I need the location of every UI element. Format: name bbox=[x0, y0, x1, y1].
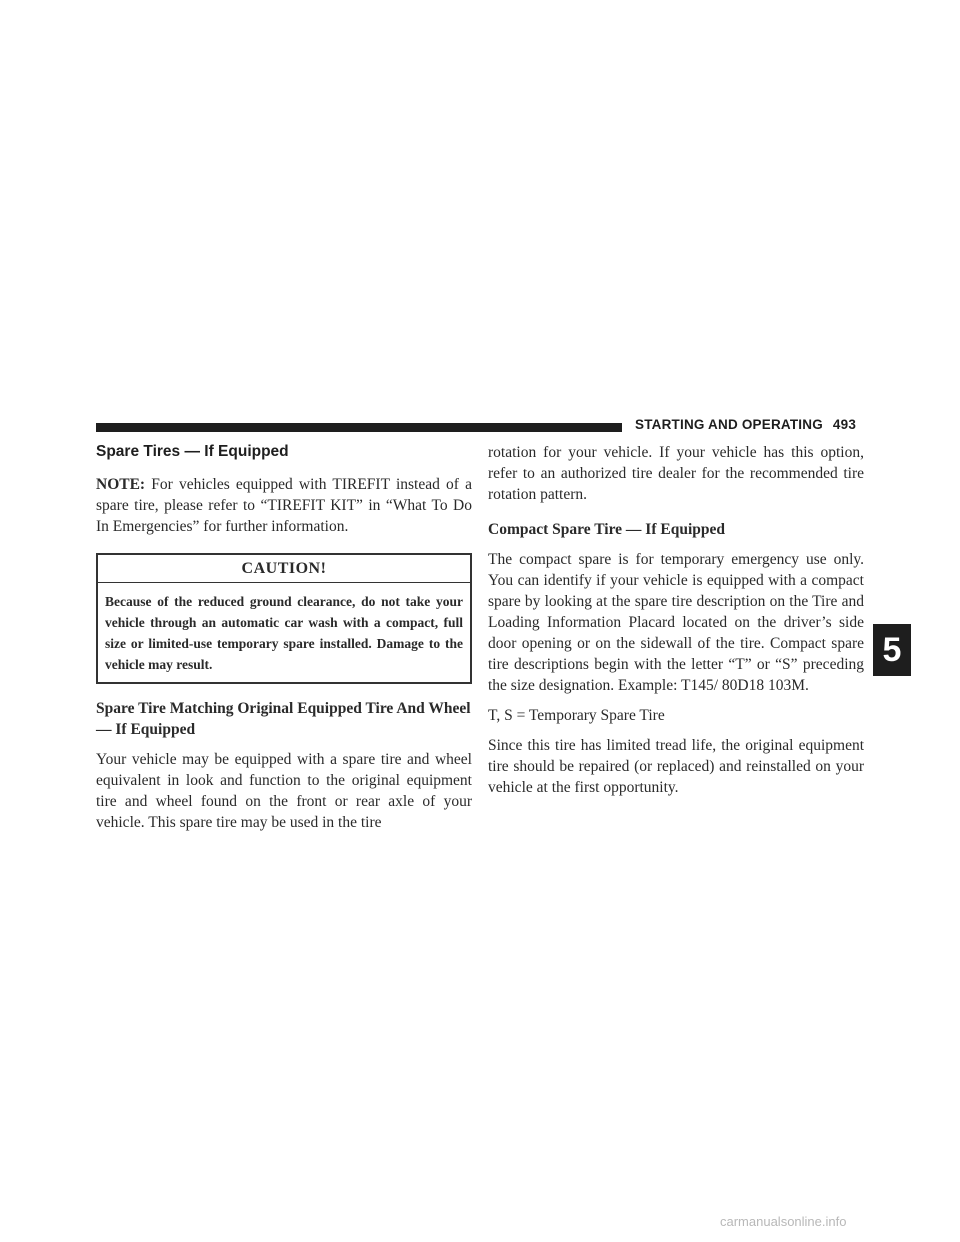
caution-box bbox=[96, 553, 472, 684]
note-text: For vehicles equipped with TIREFIT instead of a spare tire, please refer to “TIREFIT KIT” in “What To Do In Emergencies” for further information. bbox=[96, 476, 472, 535]
caution-title: CAUTION! bbox=[98, 555, 470, 583]
section-title: STARTING AND OPERATING bbox=[635, 417, 823, 432]
page-number: 493 bbox=[832, 417, 857, 432]
compact-spare-paragraph: The compact spare is for temporary emergency use only. You can identify if your vehicle is equipped with a compact spare by looking at the spare tire description on the Tire and Loading Information Placard located on the driver’s side door opening or on the sidewall of the tire. Compact spare tire descriptions begin with the letter “T” or “S” preceding the size designation. Example: T145/ 80D18 103M. bbox=[488, 551, 864, 694]
right-column bbox=[488, 442, 864, 807]
tread-life-paragraph: Since this tire has limited tread life, the original equipment tire should be repaired (or replaced) and reinstalled on your vehicle at the first opportunity. bbox=[488, 737, 864, 796]
compact-spare-heading: Compact Spare Tire — If Equipped bbox=[488, 521, 725, 538]
chapter-tab: 5 bbox=[873, 624, 911, 676]
matching-spare-paragraph: Your vehicle may be equipped with a spare tire and wheel equivalent in look and function to the original equipment tire and wheel found on the front or rear axle of your vehicle. This spare tire may be used in the tire bbox=[96, 751, 472, 831]
caution-body: Because of the reduced ground clearance, do not take your vehicle through an automatic car wash with a compact, full size or limited-use temporary spare installed. Damage to the vehicle may result. bbox=[105, 594, 463, 672]
header-rule bbox=[96, 423, 622, 432]
spare-tires-heading: Spare Tires — If Equipped bbox=[96, 443, 289, 460]
note-paragraph bbox=[96, 474, 472, 537]
temporary-spare-definition: T, S = Temporary Spare Tire bbox=[488, 707, 665, 724]
running-header bbox=[635, 417, 856, 432]
watermark: carmanualsonline.info bbox=[720, 1214, 847, 1229]
matching-spare-heading: Spare Tire Matching Original Equipped Tire And Wheel — If Equipped bbox=[96, 700, 471, 738]
left-column bbox=[96, 442, 472, 842]
rotation-continuation: rotation for your vehicle. If your vehicle has this option, refer to an authorized tire dealer for the recommended tire rotation pattern. bbox=[488, 444, 864, 503]
note-label: NOTE: bbox=[96, 476, 146, 493]
